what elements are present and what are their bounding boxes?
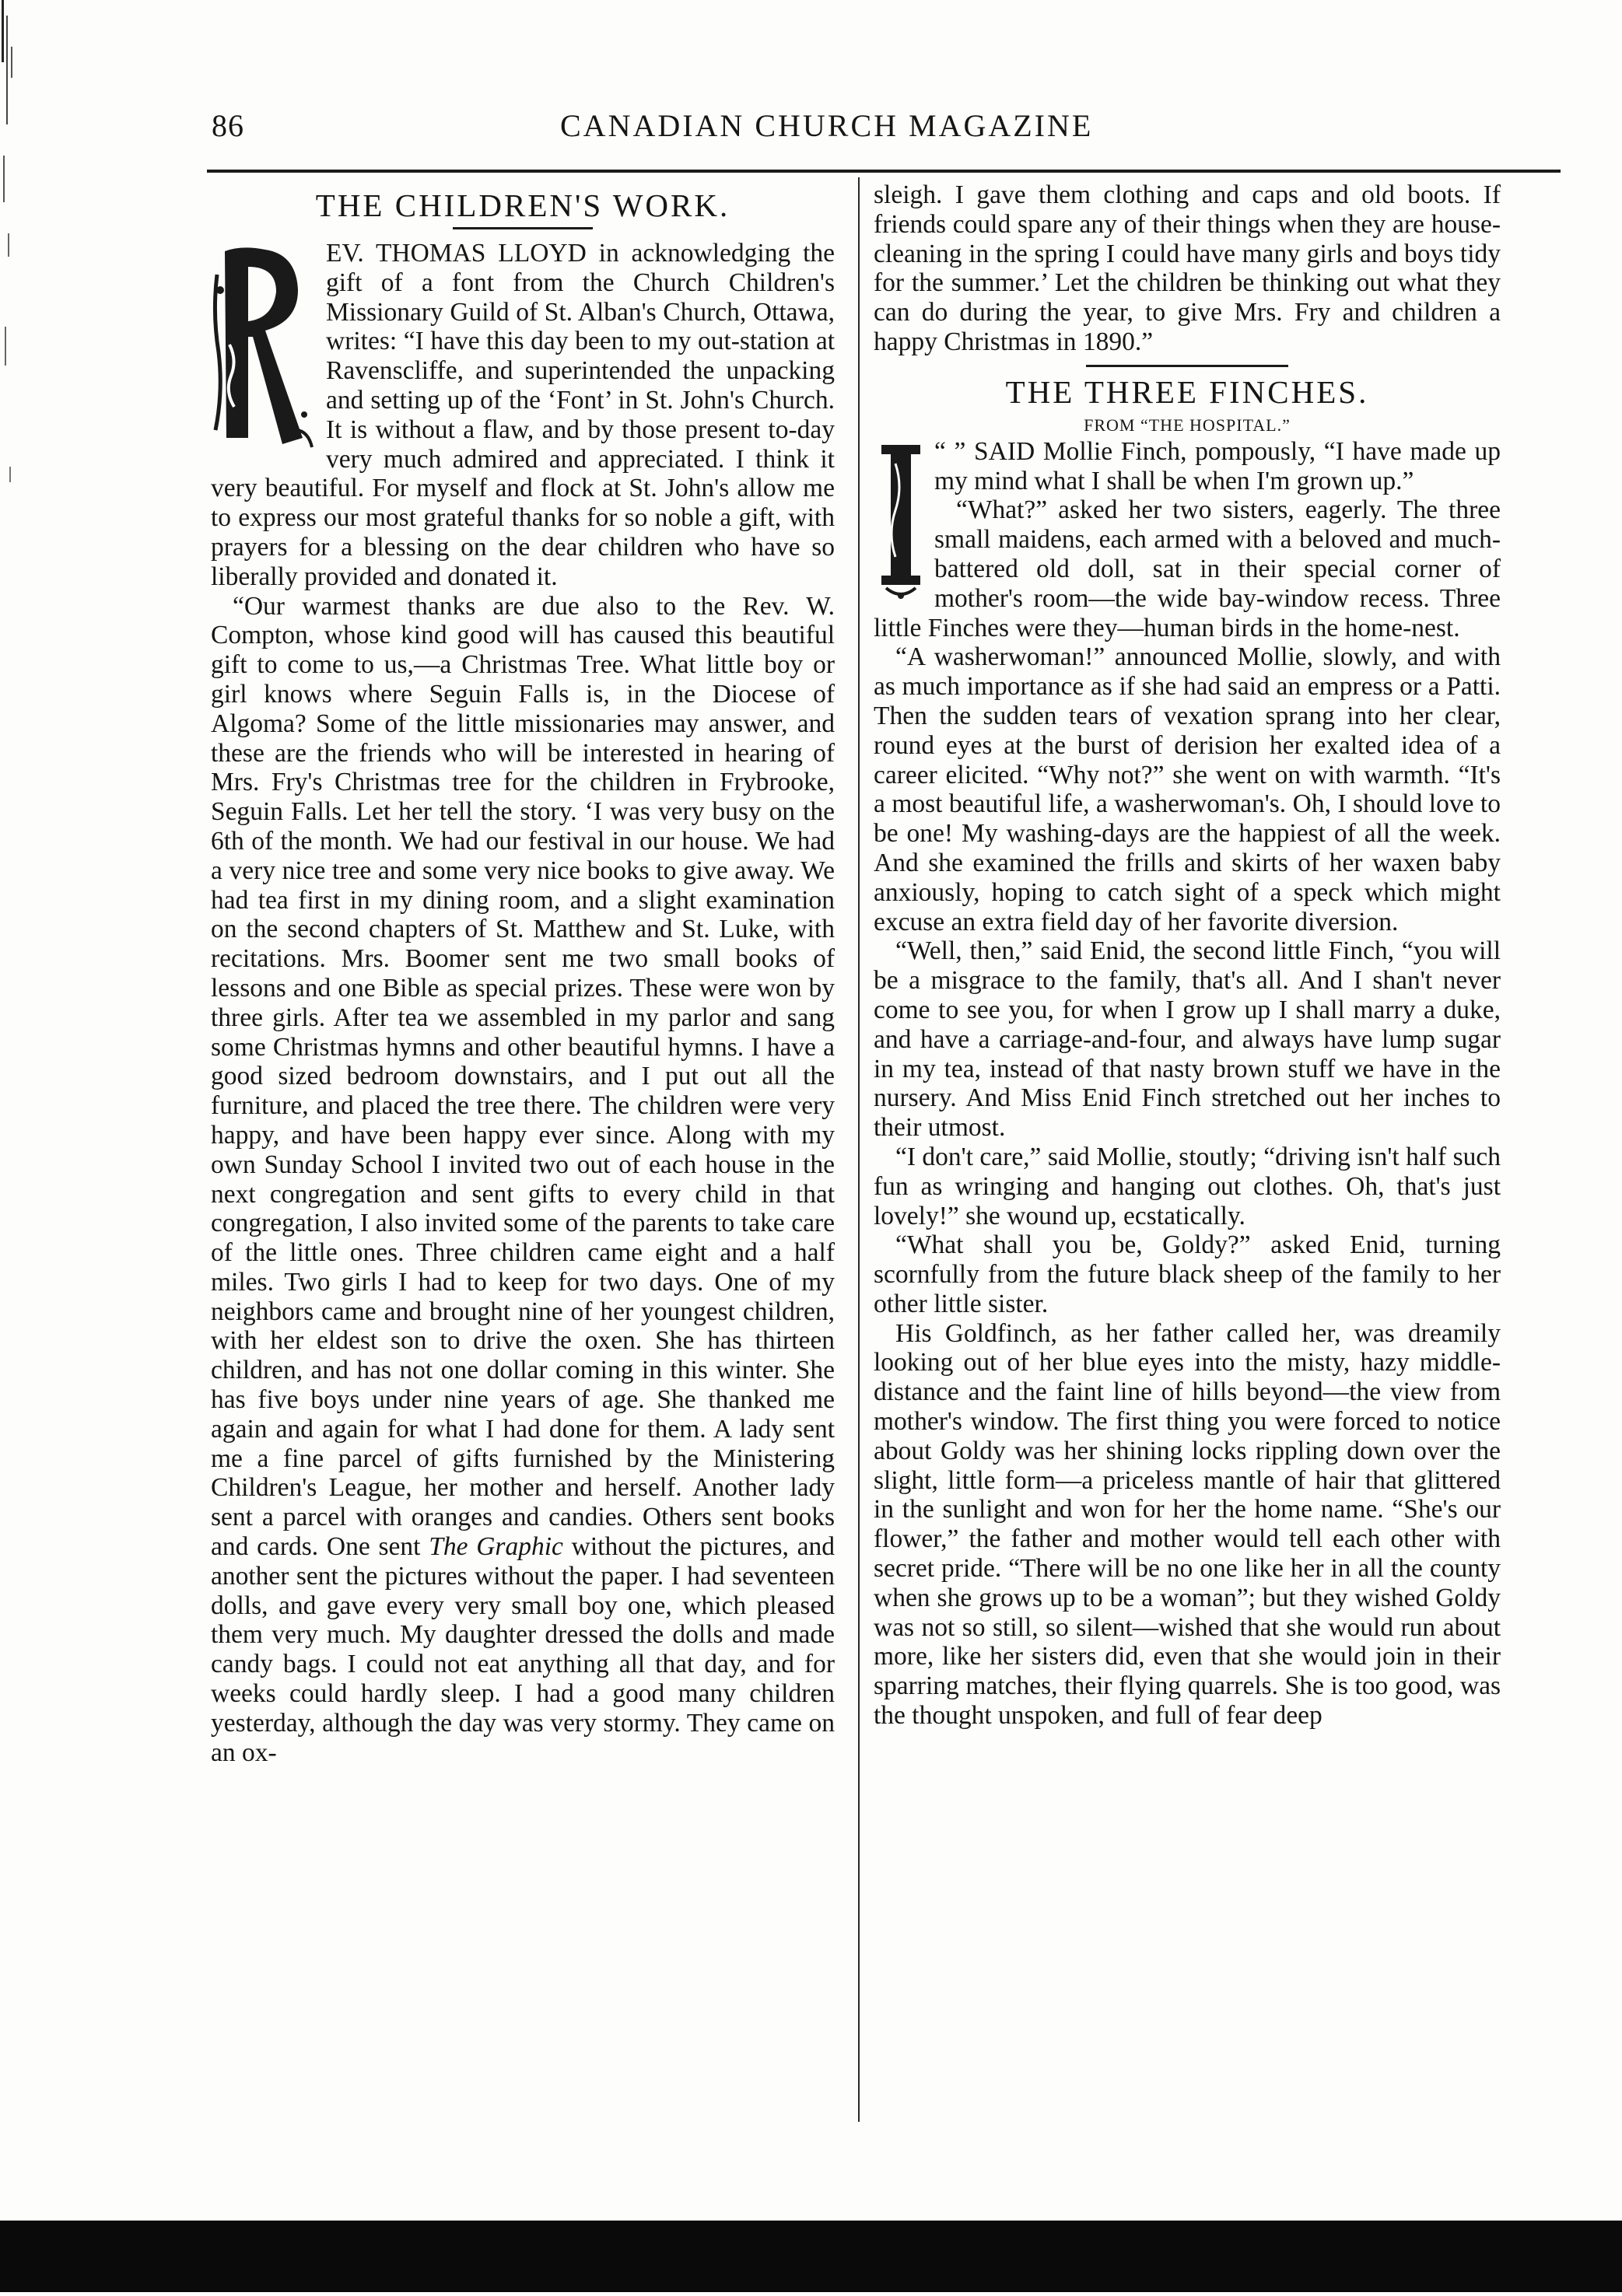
article-paragraph: His Goldfinch, as her father called her, was dreamily looking out of her blue eyes into the misty, hazy middle-distance and the faint line of hills beyond—the view from mother's window. The first thing you were forced to notice about Goldy was her shining locks rippling down over the slight, little form—a priceless mantle of hair that glittered in the sunlight and won for her the home name. “She's our flower,” the father and mother would tell each other with secret pride. “There will be no one like her in all the county when she grows up to be a woman”; but they wished Goldy was not so still, so silent—wished that she would run about more, like her sisters did, even that she would join in their sparring matches, their flying quarrels. She is too good, was the thought unspoken, and full of fear deep bbox=[874, 1318, 1501, 1731]
left-column bbox=[211, 180, 835, 1767]
article-paragraph: “What?” asked her two sisters, eagerly. The three small maidens, each armed with a beloved and much-battered old doll, sat in their special corner of mother's room—the wide bay-window recess. Three little Finches were they—human birds in the home-nest. bbox=[874, 495, 1501, 642]
article-paragraph: “What shall you be, Goldy?” asked Enid, turning scornfully from the future black sheep of the family to her other little sister. bbox=[874, 1230, 1501, 1318]
paragraph-text: without the pictures, and another sent the pictures without the paper. I had seventeen dolls, and gave every very small boy one, which pleased them very much. My daughter dressed the dolls and made candy bags. I could not eat anything all that day, and for weeks could hardly sleep. I had a good many children yesterday, although the day was very stormy. They came on an ox- bbox=[211, 1532, 836, 1767]
decorated-letter-r-icon bbox=[211, 243, 315, 453]
article-source-byline: FROM “THE HOSPITAL.” bbox=[1084, 415, 1291, 435]
scan-gutter-marks bbox=[0, 0, 31, 2292]
drop-cap-ornament bbox=[211, 243, 315, 453]
decorated-letter-i-icon bbox=[878, 440, 923, 604]
publication-title: The Graphic bbox=[429, 1532, 563, 1562]
right-column bbox=[874, 180, 1501, 1731]
article-separator-rule bbox=[1086, 365, 1288, 367]
paragraph-text: “Our warmest thanks are due also to the Rev. W. Compton, whose kind good will has caused this beautiful gift to come to us,—a Christmas Tree. What little boy or girl knows where Seguin Falls is, in the Diocese of Algoma? Some of the little missionaries may answer, and these are the friends who will be interested in hearing of Mrs. Fry's Christmas tree for the children in Frybrooke, Seguin Falls. Let her tell the story. ‘I was very busy on the 6th of the month. We had our festival in our house. We had a very nice tree and some very nice books to give away. We had tea first in my dining room, and a slight examination on the second chapters of St. Matthew and St. Luke, with recitations. Mrs. Boomer sent me two small books of lessons and one Bible as special prizes. These were won by three girls. After tea we assembled in my parlor and sang some Christmas hymns and other beautiful hymns. I have a good sized bedroom downstairs, and I put out all the furniture, and placed the tree there. The children were very happy, and have been happy ever since. Along with my own Sunday School I invited two out of each house in the next congregation and sent gifts to every child in that congregation, I also invited some of the parents to take care of the little ones. Three children came eight and a half miles. Two girls I had to keep for two days. One of my neighbors came and brought nine of her youngest children, with her eldest son to drive the oxen. She has thirteen children, and has not one dollar coming in this winter. She has five boys under nine years of age. She thanked me again and again for what I had done for them. A lady sent me a fine parcel of gifts furnished by the Ministering Children's League, her mother and herself. Another lady sent a parcel with oranges and candies. Others sent books and cards. One sent bbox=[211, 591, 835, 1562]
running-title: CANADIAN CHURCH MAGAZINE bbox=[560, 108, 1094, 143]
page-number: 86 bbox=[212, 108, 244, 143]
article-paragraph: “Well, then,” said Enid, the second little Finch, “you will be a misgrace to the family, that's all. And I shan't never come to see you, for when I grow up I shall marry a duke, and have a carriage-and-four, and always have lump sugar in my tea, instead of that nasty brown stuff we have in the nursery. And Miss Enid Finch stretched out her inches to their utmost. bbox=[874, 936, 1501, 1143]
header-rule bbox=[207, 170, 1561, 173]
drop-cap-ornament bbox=[878, 440, 923, 604]
paragraph-text: EV. THOMAS LLOYD in acknowledging the gift of a font from the Church Children's Missionary Guild of St. Alban's Church, Ottawa, writes: “I have this day been to my out-station at Ravenscliffe, and superintended the unpacking and setting up of the ‘Font’ in St. John's Church. It is without a flaw, and by those present to-day very much admired and appreciated. I think it very beautiful. For myself and flock at St. John's allow me to express our most grateful thanks for so noble a gift, with prayers for a blessing on the dear children who have so liberally provided and donated it. bbox=[211, 239, 835, 591]
title-rule bbox=[453, 227, 593, 229]
article-paragraph: “A washerwoman!” announced Mollie, slowly, and with as much importance as if she had said an empress or a Patti. Then the sudden tears of vexation sprang into her clear, round eyes at the burst of derision her exalted idea of a career elicited. “Why not?” she went on with warmth. “It's a most beautiful life, a washerwoman's. Oh, I should love to be one! My washing-days are the happiest of all the week. And she examined the frills and skirts of her waxen baby anxiously, hoping to catch sight of a speck which might excuse an extra field day of her favorite diversion. bbox=[874, 642, 1501, 936]
article-paragraph: “I don't care,” said Mollie, stoutly; “driving isn't half such fun as wringing and hanging out clothes. Oh, that's just lovely!” she wound up, ecstatically. bbox=[874, 1142, 1501, 1230]
article-paragraph bbox=[211, 592, 835, 1768]
opening-quote: “ bbox=[934, 436, 946, 466]
article-title-childrens-work: THE CHILDREN'S WORK. bbox=[315, 187, 730, 223]
scan-bottom-border bbox=[0, 2221, 1622, 2292]
article-title-three-finches: THE THREE FINCHES. bbox=[1005, 373, 1369, 410]
column-divider bbox=[858, 177, 860, 2122]
paragraph-text: ” SAID Mollie Finch, pompously, “I have made up my mind what I shall be when I'm grown up.” bbox=[934, 436, 1501, 495]
article-paragraph bbox=[211, 239, 835, 592]
article-continuation: sleigh. I gave them clothing and caps and old boots. If friends could spare any of their things when they are house-cleaning in the spring I could have many girls and boys tidy for the summer.’ Let the children be thinking out what they can do during the year, to give Mrs. Fry and children a happy Christmas in 1890.” bbox=[874, 180, 1501, 356]
article-paragraph bbox=[874, 437, 1501, 496]
